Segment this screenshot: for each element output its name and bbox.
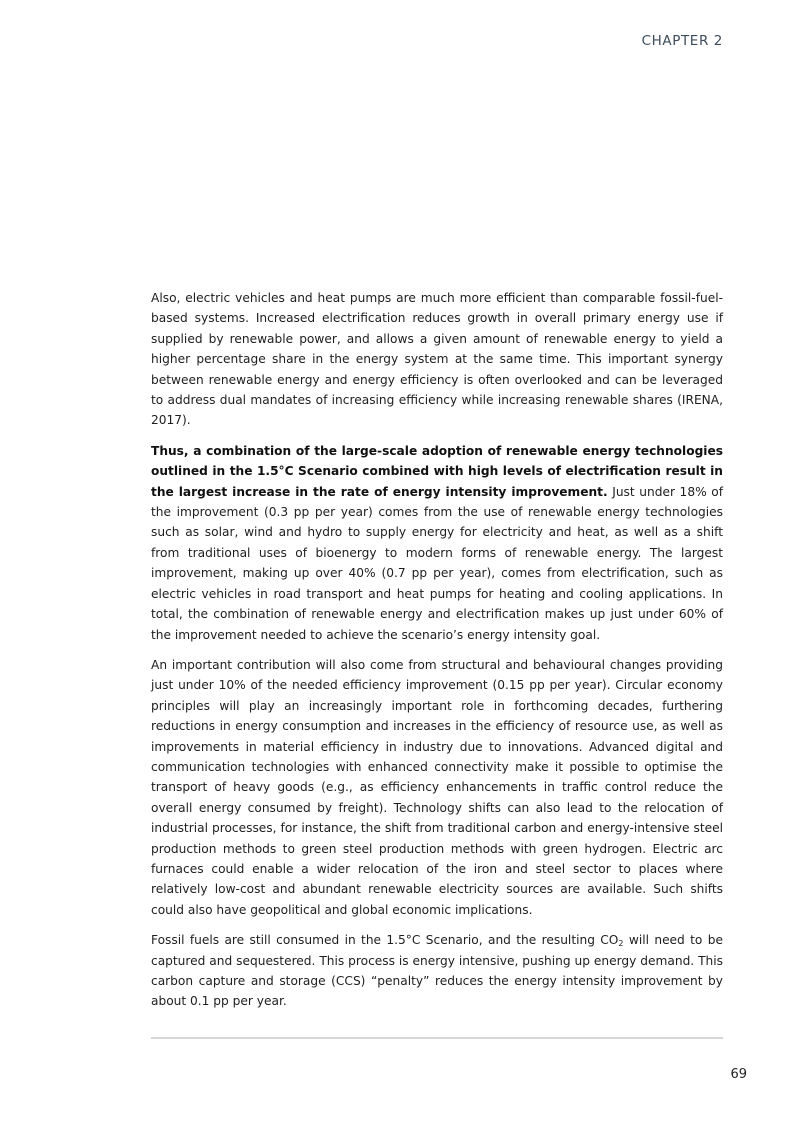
paragraph-1: Also, electric vehicles and heat pumps are much more efficient than comparable fossil-fuel-based systems. Increased electrification reduces growth in overall primary energy use if supplied by renewable power, and allows a given amount of renewable energy to yield a higher percentage share in the energy system at the same time. This important synergy between renewable energy and energy efficiency is often overlooked and can be leveraged to address dual mandates of increasing efficiency while increasing renewable shares (IRENA, 2017). xyxy=(151,291,723,428)
co2-subscript: 2 xyxy=(618,939,624,949)
paragraph-4-start: Fossil fuels are still consumed in the 1.5°C Scenario, and the resulting CO xyxy=(151,933,619,948)
paragraph-4-end: will need to be captured and sequestered. This process is energy intensive, pushing up energy demand. This carbon capture and storage (CCS) “penalty” reduces the energy intensity improvement by about 0.1 pp per year. xyxy=(151,933,723,1009)
paragraph-2 xyxy=(151,441,723,645)
footer-divider xyxy=(151,1037,723,1039)
page-number: 69 xyxy=(730,1067,747,1082)
paragraph-2-body: Just under 18% of the improvement (0.3 pp per year) comes from the use of renewable energy technologies such as solar, wind and hydro to supply energy for electricity and heat, as well as a shift from traditional uses of bioenergy to modern forms of renewable energy. The largest improvement, making up over 40% (0.7 pp per year), comes from electrification, such as electric vehicles in road transport and heat pumps for heating and cooling applications. In total, the combination of renewable energy and electrification makes up just under 60% of the improvement needed to achieve the scenario’s energy intensity goal. xyxy=(151,484,723,642)
paragraph-2-lead: Thus, a combination of the large-scale adoption of renewable energy technologies outlined in the 1.5°C Scenario combined with high levels of electrification result in the largest increase in the rate of energy intensity improvement. xyxy=(151,443,723,499)
paragraph-3: An important contribution will also come from structural and behavioural changes providing just under 10% of the needed efficiency improvement (0.15 pp per year). Circular economy principles will play an increasingly important role in forthcoming decades, furthering reductions in energy consumption and increases in the efficiency of resource use, as well as improvements in material efficiency in industry due to innovations. Advanced digital and communication technologies with enhanced connectivity make it possible to optimise the transport of heavy goods (e.g., as efficiency enhancements in traffic control reduce the overall energy consumed by freight). Technology shifts can also lead to the relocation of industrial processes, for instance, the shift from traditional carbon and energy-intensive steel production methods to green steel production methods with green hydrogen. Electric arc furnaces could enable a wider relocation of the iron and steel sector to places where relatively low-cost and abundant renewable electricity sources are available. Such shifts could also have geopolitical and global economic implications. xyxy=(151,657,723,917)
chapter-label: CHAPTER 2 xyxy=(641,33,723,49)
paragraph-4 xyxy=(151,930,723,1012)
body-text xyxy=(151,288,723,1022)
